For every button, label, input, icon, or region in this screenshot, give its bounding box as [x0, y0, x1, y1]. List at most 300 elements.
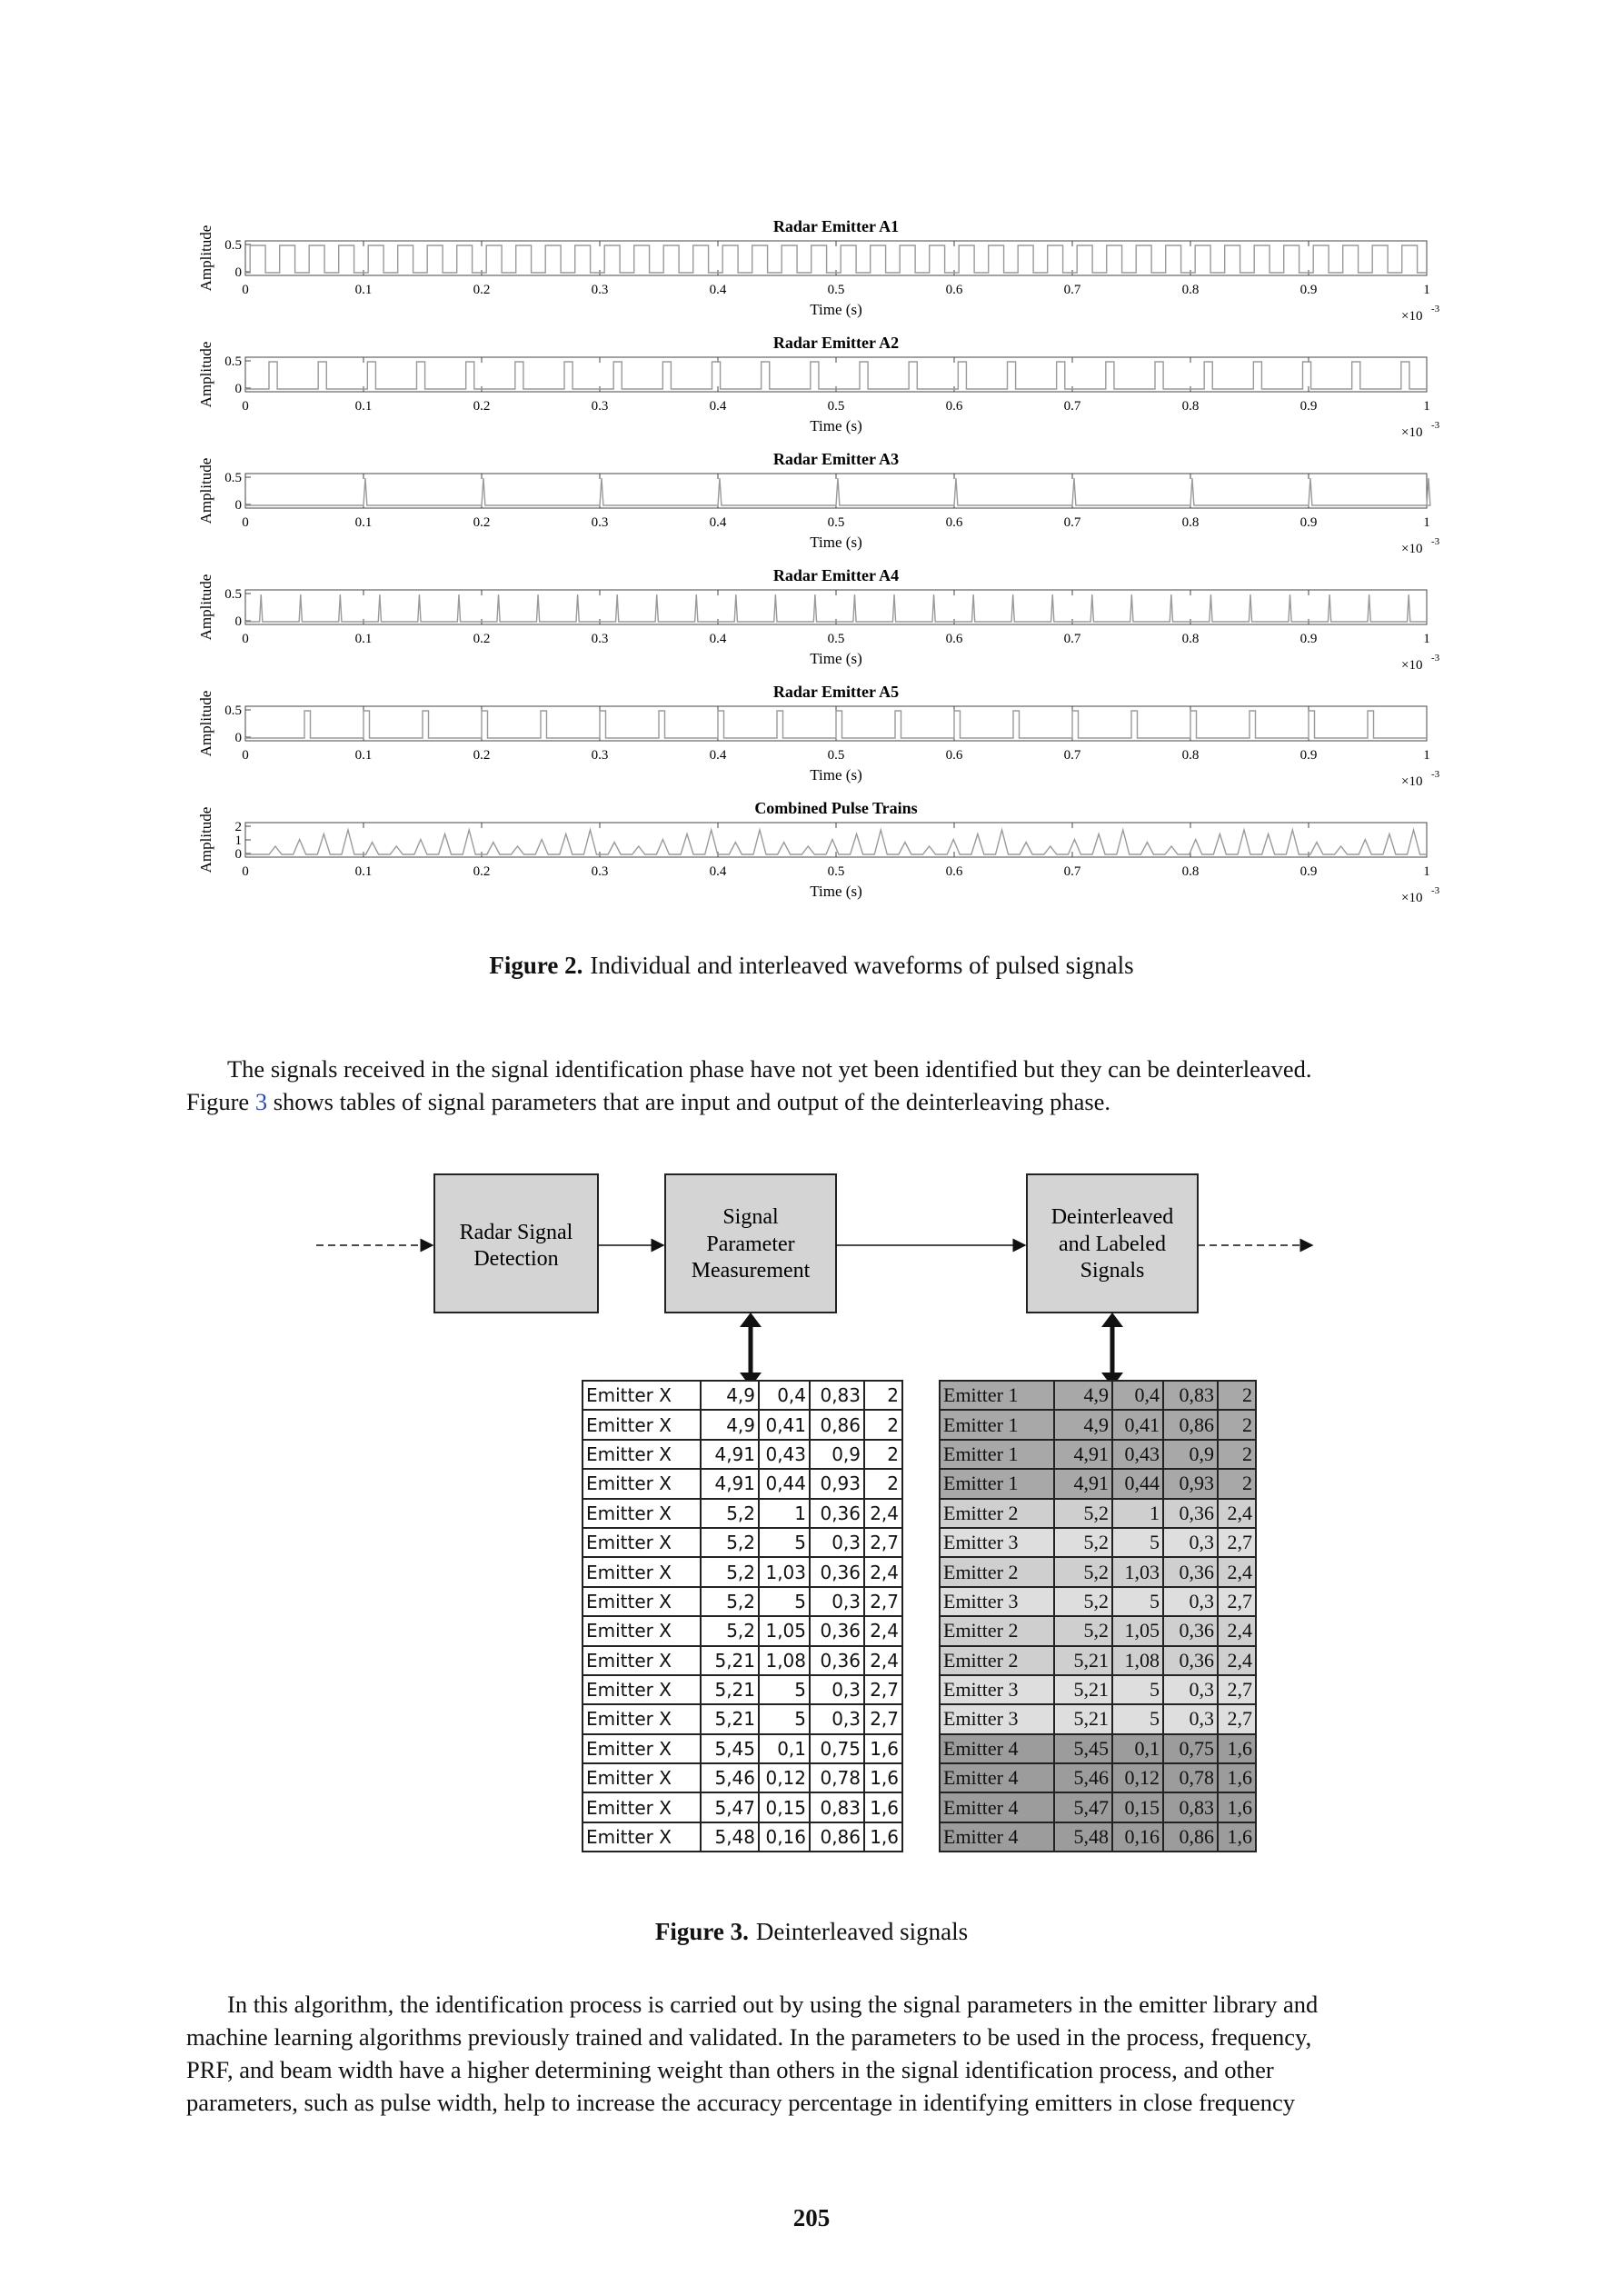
x-tick-label: 0.9: [1299, 632, 1318, 646]
x-scale-base: ×10: [1401, 425, 1423, 440]
measurement-table-double-arrow: [740, 1313, 762, 1386]
output-table-row: [940, 1763, 1256, 1792]
emitter-label-cell: Emitter X: [582, 1557, 701, 1586]
x-tick-label: 0.7: [1063, 399, 1081, 414]
y-tick-label: 0: [234, 382, 242, 396]
emitter-label-cell: Emitter X: [582, 1646, 701, 1675]
parameter-value-cell: 1,6: [864, 1763, 902, 1792]
x-scale-exponent: -3: [1431, 304, 1440, 314]
parameter-value-cell: 2,7: [864, 1587, 902, 1616]
waveform-trace: [245, 245, 1427, 273]
x-tick-label: 0.4: [709, 515, 727, 530]
parameter-value-cell: 2,7: [864, 1528, 902, 1557]
paragraph-2-line-2: machine learning algorithms previously trained and validated. In the parameters to be used in the process, frequency,: [186, 2023, 1312, 2051]
parameter-value-cell: 2,4: [1218, 1557, 1256, 1586]
x-tick-label: 1: [1423, 399, 1430, 414]
parameter-value-cell: 5,21: [701, 1675, 759, 1704]
x-tick-label: 0.6: [945, 399, 963, 414]
x-scale-base: ×10: [1401, 658, 1423, 673]
waveform-trace: [245, 478, 1430, 505]
emitter-label-cell: Emitter 4: [940, 1734, 1054, 1763]
panel-title: Radar Emitter A4: [772, 566, 900, 584]
x-tick-label: 0.6: [945, 283, 963, 297]
y-tick-label: 0.5: [224, 354, 242, 369]
emitter-label-cell: Emitter 1: [940, 1469, 1054, 1498]
emitter-label-cell: Emitter X: [582, 1469, 701, 1498]
parameter-value-cell: 2,4: [864, 1499, 902, 1528]
parameter-value-cell: 2: [864, 1440, 902, 1469]
x-tick-label: 0.5: [827, 283, 845, 297]
radar-signal-detection-box: [434, 1174, 598, 1313]
x-scale-exponent: -3: [1431, 653, 1440, 664]
emitter-label-cell: Emitter X: [582, 1822, 701, 1852]
parameter-value-cell: 0,86: [810, 1822, 864, 1852]
x-tick-label: 0.9: [1299, 399, 1318, 414]
output-table-row: [940, 1675, 1256, 1704]
input-table-row: [582, 1381, 902, 1410]
x-tick-label: 0.3: [591, 399, 609, 414]
parameter-value-cell: 1: [759, 1499, 810, 1528]
parameter-value-cell: 2,7: [1218, 1704, 1256, 1733]
panel-ylabel: Amplitude: [197, 806, 214, 873]
x-tick-label: 0: [242, 399, 249, 414]
parameter-value-cell: 2: [1218, 1410, 1256, 1439]
output-table-row: [940, 1616, 1256, 1645]
parameter-value-cell: 5: [1112, 1704, 1163, 1733]
output-table-row: [940, 1528, 1256, 1557]
parameter-value-cell: 5,2: [701, 1557, 759, 1586]
parameter-value-cell: 5: [759, 1528, 810, 1557]
parameter-value-cell: 5: [1112, 1587, 1163, 1616]
parameter-value-cell: 2,4: [864, 1557, 902, 1586]
emitter-label-cell: Emitter X: [582, 1616, 701, 1645]
signal-parameter-measurement-box: [665, 1174, 836, 1313]
emitter-label-cell: Emitter 3: [940, 1587, 1054, 1616]
parameter-value-cell: 2,7: [1218, 1587, 1256, 1616]
emitter-label-cell: Emitter 4: [940, 1763, 1054, 1792]
waveform-panel-5: [197, 683, 1440, 789]
emitter-label-cell: Emitter X: [582, 1792, 701, 1822]
box2-line3: Measurement: [691, 1259, 811, 1283]
parameter-value-cell: 0,41: [759, 1410, 810, 1439]
output-table-row: [940, 1587, 1256, 1616]
emitter-label-cell: Emitter X: [582, 1734, 701, 1763]
parameter-value-cell: 2: [864, 1381, 902, 1410]
emitter-label-cell: Emitter X: [582, 1587, 701, 1616]
parameter-value-cell: 2: [1218, 1381, 1256, 1410]
parameter-value-cell: 2,7: [864, 1704, 902, 1733]
parameter-value-cell: 0,86: [1163, 1822, 1218, 1852]
x-scale-exponent: -3: [1431, 420, 1440, 431]
waveform-panel-2: [197, 334, 1440, 440]
parameter-value-cell: 0,1: [759, 1734, 810, 1763]
x-tick-label: 0.3: [591, 864, 609, 879]
x-tick-label: 0.8: [1181, 632, 1200, 646]
x-tick-label: 0: [242, 632, 249, 646]
panel-xlabel: Time (s): [810, 301, 862, 318]
emitter-label-cell: Emitter X: [582, 1440, 701, 1469]
x-tick-label: 0.4: [709, 864, 727, 879]
parameter-value-cell: 5,45: [701, 1734, 759, 1763]
x-tick-label: 0: [242, 748, 249, 763]
parameter-value-cell: 0,3: [810, 1528, 864, 1557]
parameter-value-cell: 2,4: [1218, 1499, 1256, 1528]
output-table-row: [940, 1792, 1256, 1822]
parameter-value-cell: 0,3: [810, 1675, 864, 1704]
y-tick-label: 0.5: [224, 471, 242, 485]
parameter-value-cell: 0,75: [810, 1734, 864, 1763]
parameter-value-cell: 5,2: [1054, 1528, 1112, 1557]
input-table-row: [582, 1469, 902, 1498]
x-scale-base: ×10: [1401, 309, 1423, 324]
parameter-value-cell: 0,78: [1163, 1763, 1218, 1792]
parameter-value-cell: 2,7: [864, 1675, 902, 1704]
x-tick-label: 0.2: [473, 515, 491, 530]
x-tick-label: 0.2: [473, 632, 491, 646]
parameter-value-cell: 0,78: [810, 1763, 864, 1792]
input-table-row: [582, 1675, 902, 1704]
emitter-label-cell: Emitter 1: [940, 1381, 1054, 1410]
x-tick-label: 0.2: [473, 864, 491, 879]
parameter-value-cell: 1,6: [864, 1822, 902, 1852]
x-scale-exponent: -3: [1431, 885, 1440, 896]
box2-line2: Parameter: [706, 1233, 795, 1256]
parameter-value-cell: 1,08: [1112, 1646, 1163, 1675]
emitter-label-cell: Emitter 2: [940, 1499, 1054, 1528]
figure-2-caption-label: Figure 2.: [489, 952, 583, 979]
parameter-value-cell: 0,86: [810, 1410, 864, 1439]
parameter-value-cell: 5,45: [1054, 1734, 1112, 1763]
x-scale-exponent: -3: [1431, 769, 1440, 780]
emitter-label-cell: Emitter X: [582, 1528, 701, 1557]
paragraph-1-line-1: The signals received in the signal identification phase have not yet been identified but they can be deinterleaved.: [227, 1055, 1312, 1083]
parameter-value-cell: 1,6: [864, 1792, 902, 1822]
parameter-value-cell: 2: [864, 1410, 902, 1439]
parameter-value-cell: 1,6: [1218, 1822, 1256, 1852]
x-tick-label: 0.9: [1299, 748, 1318, 763]
parameter-value-cell: 5: [759, 1587, 810, 1616]
parameter-value-cell: 1,6: [1218, 1734, 1256, 1763]
parameter-value-cell: 5,2: [701, 1499, 759, 1528]
x-tick-label: 0.7: [1063, 748, 1081, 763]
x-tick-label: 0.5: [827, 748, 845, 763]
box1-line1: Radar Signal: [459, 1221, 573, 1244]
input-table-row: [582, 1499, 902, 1528]
y-tick-label: 0: [234, 731, 242, 745]
waveform-trace: [245, 594, 1427, 622]
input-table-row: [582, 1704, 902, 1733]
parameter-value-cell: 0,36: [810, 1557, 864, 1586]
waveform-panel-1: [197, 217, 1440, 324]
parameter-value-cell: 1,05: [1112, 1616, 1163, 1645]
x-scale-base: ×10: [1401, 891, 1423, 905]
parameter-value-cell: 0,86: [1163, 1410, 1218, 1439]
paragraph-1-line-2-post: shows tables of signal parameters that are input and output of the deinterleaving phase.: [267, 1088, 1111, 1115]
emitter-label-cell: Emitter 3: [940, 1528, 1054, 1557]
x-tick-label: 0.7: [1063, 283, 1081, 297]
parameter-value-cell: 5: [759, 1675, 810, 1704]
paragraph-2-line-3: PRF, and beam width have a higher determining weight than others in the signal identification process, and other: [186, 2056, 1274, 2083]
parameter-value-cell: 5,2: [1054, 1557, 1112, 1586]
panel-xlabel: Time (s): [810, 650, 862, 667]
parameter-value-cell: 2: [1218, 1469, 1256, 1498]
parameter-value-cell: 5,46: [701, 1763, 759, 1792]
parameter-value-cell: 4,9: [1054, 1381, 1112, 1410]
parameter-value-cell: 0,36: [1163, 1646, 1218, 1675]
output-table-row: [940, 1440, 1256, 1469]
x-tick-label: 0: [242, 864, 249, 879]
parameter-value-cell: 0,3: [810, 1704, 864, 1733]
panel-title: Radar Emitter A5: [772, 683, 900, 701]
x-tick-label: 0.8: [1181, 283, 1200, 297]
figure-3-caption-label: Figure 3.: [654, 1918, 749, 1945]
parameter-value-cell: 1,08: [759, 1646, 810, 1675]
x-tick-label: 0.3: [591, 748, 609, 763]
parameter-value-cell: 5,2: [1054, 1587, 1112, 1616]
parameter-value-cell: 0,93: [1163, 1469, 1218, 1498]
x-tick-label: 0.7: [1063, 864, 1081, 879]
y-tick-label: 1: [234, 834, 242, 848]
x-tick-label: 0.2: [473, 283, 491, 297]
waveform-panel-3: [197, 450, 1440, 556]
figure-2-caption: [0, 952, 1623, 980]
figure-3-caption-text: Deinterleaved signals: [755, 1918, 969, 1945]
x-tick-label: 0.3: [591, 515, 609, 530]
waveform-trace: [245, 711, 1427, 738]
x-tick-label: 0.2: [473, 748, 491, 763]
x-tick-label: 0.3: [591, 632, 609, 646]
waveform-panel-6: [197, 799, 1440, 905]
x-tick-label: 0.1: [354, 515, 373, 530]
emitter-label-cell: Emitter X: [582, 1381, 701, 1410]
x-tick-label: 0.5: [827, 632, 845, 646]
x-tick-label: 0.1: [354, 283, 373, 297]
paragraph-1-line-2-pre: Figure: [186, 1088, 255, 1115]
parameter-value-cell: 0,3: [1163, 1587, 1218, 1616]
parameter-value-cell: 4,9: [701, 1410, 759, 1439]
output-table-row: [940, 1410, 1256, 1439]
parameter-value-cell: 4,91: [1054, 1469, 1112, 1498]
deinterleaved-labeled-signals-box: [1027, 1174, 1198, 1313]
parameter-value-cell: 0,1: [1112, 1734, 1163, 1763]
x-tick-label: 0.1: [354, 748, 373, 763]
parameter-value-cell: 2,4: [864, 1616, 902, 1645]
y-tick-label: 0: [234, 265, 242, 280]
panel-title: Radar Emitter A2: [772, 334, 900, 352]
input-table-row: [582, 1763, 902, 1792]
parameter-value-cell: 0,15: [759, 1792, 810, 1822]
output-table-row: [940, 1469, 1256, 1498]
x-tick-label: 0.6: [945, 632, 963, 646]
parameter-value-cell: 2,4: [864, 1646, 902, 1675]
parameter-value-cell: 0,3: [1163, 1675, 1218, 1704]
x-tick-label: 0.7: [1063, 515, 1081, 530]
emitter-label-cell: Emitter 2: [940, 1646, 1054, 1675]
parameter-value-cell: 5,21: [1054, 1704, 1112, 1733]
input-table-row: [582, 1734, 902, 1763]
input-table-row: [582, 1792, 902, 1822]
parameter-value-cell: 2,7: [1218, 1675, 1256, 1704]
waveform-trace: [245, 830, 1427, 854]
x-tick-label: 0.4: [709, 283, 727, 297]
parameter-value-cell: 0,44: [759, 1469, 810, 1498]
x-tick-label: 0.4: [709, 399, 727, 414]
parameter-value-cell: 5: [759, 1704, 810, 1733]
parameter-value-cell: 5: [1112, 1675, 1163, 1704]
input-table-row: [582, 1528, 902, 1557]
y-tick-label: 0.5: [224, 238, 242, 253]
panel-title: Radar Emitter A3: [772, 450, 900, 468]
parameter-value-cell: 0,4: [1112, 1381, 1163, 1410]
emitter-label-cell: Emitter X: [582, 1704, 701, 1733]
parameter-value-cell: 5,48: [1054, 1822, 1112, 1852]
panel-xlabel: Time (s): [810, 766, 862, 784]
parameter-value-cell: 0,9: [1163, 1440, 1218, 1469]
emitter-label-cell: Emitter X: [582, 1410, 701, 1439]
paragraph-2: [186, 1988, 1451, 2119]
page-number: 205: [792, 2204, 831, 2231]
parameter-value-cell: 2,4: [1218, 1616, 1256, 1645]
x-tick-label: 0.2: [473, 399, 491, 414]
emitter-label-cell: Emitter 4: [940, 1792, 1054, 1822]
panel-ylabel: Amplitude: [197, 457, 214, 524]
input-table-row: [582, 1440, 902, 1469]
parameter-value-cell: 0,16: [1112, 1822, 1163, 1852]
parameter-value-cell: 0,36: [1163, 1499, 1218, 1528]
parameter-value-cell: 0,43: [1112, 1440, 1163, 1469]
emitter-label-cell: Emitter X: [582, 1675, 701, 1704]
paragraph-1: [186, 1053, 1451, 1118]
x-tick-label: 0.8: [1181, 515, 1200, 530]
parameter-value-cell: 0,83: [1163, 1381, 1218, 1410]
x-tick-label: 0: [242, 515, 249, 530]
parameter-value-cell: 0,36: [810, 1646, 864, 1675]
panel-xlabel: Time (s): [810, 883, 862, 900]
parameter-value-cell: 0,44: [1112, 1469, 1163, 1498]
x-tick-label: 0.8: [1181, 864, 1200, 879]
input-table-row: [582, 1557, 902, 1586]
panel-title: Radar Emitter A1: [772, 217, 900, 235]
x-tick-label: 1: [1423, 283, 1430, 297]
parameter-value-cell: 5,21: [1054, 1646, 1112, 1675]
x-tick-label: 0.3: [591, 283, 609, 297]
output-table-row: [940, 1557, 1256, 1586]
x-tick-label: 0.8: [1181, 399, 1200, 414]
y-tick-label: 0.5: [224, 704, 242, 718]
parameter-value-cell: 0,4: [759, 1381, 810, 1410]
parameter-value-cell: 0,3: [1163, 1528, 1218, 1557]
parameter-value-cell: 0,36: [810, 1616, 864, 1645]
waveform-panel-4: [197, 566, 1440, 673]
x-tick-label: 0.6: [945, 515, 963, 530]
x-tick-label: 0.5: [827, 864, 845, 879]
emitter-label-cell: Emitter 2: [940, 1557, 1054, 1586]
waveform-trace: [245, 362, 1427, 389]
parameter-value-cell: 0,3: [810, 1587, 864, 1616]
parameter-value-cell: 1,03: [759, 1557, 810, 1586]
parameter-value-cell: 0,9: [810, 1440, 864, 1469]
input-table-row: [582, 1587, 902, 1616]
parameter-value-cell: 0,36: [810, 1499, 864, 1528]
deinterleaved-table-double-arrow: [1101, 1313, 1123, 1386]
parameter-value-cell: 1,6: [1218, 1792, 1256, 1822]
x-tick-label: 0.6: [945, 748, 963, 763]
parameter-value-cell: 0,43: [759, 1440, 810, 1469]
figure-3-reference-link[interactable]: 3: [254, 1088, 268, 1115]
x-tick-label: 0.4: [709, 748, 727, 763]
parameter-value-cell: 0,3: [1163, 1704, 1218, 1733]
box3-line3: Signals: [1080, 1259, 1145, 1283]
x-tick-label: 0.7: [1063, 632, 1081, 646]
x-tick-label: 1: [1423, 748, 1430, 763]
parameter-value-cell: 4,9: [1054, 1410, 1112, 1439]
parameter-value-cell: 5,46: [1054, 1763, 1112, 1792]
x-tick-label: 0.9: [1299, 864, 1318, 879]
parameter-value-cell: 0,41: [1112, 1410, 1163, 1439]
parameter-value-cell: 2,4: [1218, 1646, 1256, 1675]
emitter-label-cell: Emitter 3: [940, 1704, 1054, 1733]
parameter-value-cell: 5,2: [701, 1616, 759, 1645]
emitter-label-cell: Emitter 2: [940, 1616, 1054, 1645]
x-tick-label: 1: [1423, 632, 1430, 646]
paragraph-2-line-1: In this algorithm, the identification process is carried out by using the signal parameters in the emitter library and: [227, 1991, 1319, 2018]
input-table-row: [582, 1646, 902, 1675]
output-table-row: [940, 1646, 1256, 1675]
parameter-value-cell: 5,47: [1054, 1792, 1112, 1822]
deinterleaved-signal-table: [939, 1380, 1257, 1852]
figure-3-block-diagram: [309, 1163, 1327, 1386]
parameter-value-cell: 0,36: [1163, 1616, 1218, 1645]
parameter-value-cell: 0,12: [759, 1763, 810, 1792]
x-scale-base: ×10: [1401, 542, 1423, 556]
emitter-label-cell: Emitter 1: [940, 1410, 1054, 1439]
parameter-value-cell: 1,6: [1218, 1763, 1256, 1792]
y-tick-label: 2: [234, 820, 242, 834]
panel-ylabel: Amplitude: [197, 574, 214, 641]
y-tick-label: 0: [234, 498, 242, 513]
panel-xlabel: Time (s): [810, 417, 862, 434]
parameter-value-cell: 1: [1112, 1499, 1163, 1528]
input-table-row: [582, 1822, 902, 1852]
y-tick-label: 0: [234, 614, 242, 629]
panel-ylabel: Amplitude: [197, 341, 214, 408]
parameter-value-cell: 4,9: [701, 1381, 759, 1410]
parameter-value-cell: 0,16: [759, 1822, 810, 1852]
parameter-value-cell: 5,21: [1054, 1675, 1112, 1704]
parameter-value-cell: 1,03: [1112, 1557, 1163, 1586]
parameter-value-cell: 0,93: [810, 1469, 864, 1498]
parameter-value-cell: 4,91: [701, 1469, 759, 1498]
parameter-value-cell: 0,83: [810, 1381, 864, 1410]
emitter-label-cell: Emitter 1: [940, 1440, 1054, 1469]
parameter-value-cell: 5,2: [1054, 1499, 1112, 1528]
x-tick-label: 0.5: [827, 399, 845, 414]
parameter-value-cell: 0,12: [1112, 1763, 1163, 1792]
figure-3-caption: [0, 1918, 1623, 1946]
parameter-value-cell: 0,36: [1163, 1557, 1218, 1586]
input-signal-parameter-table: [582, 1380, 903, 1852]
output-table-row: [940, 1822, 1256, 1852]
figure-2-waveforms: [191, 214, 1463, 941]
parameter-value-cell: 0,83: [810, 1792, 864, 1822]
figure-2-caption-text: Individual and interleaved waveforms of pulsed signals: [590, 952, 1134, 979]
parameter-value-cell: 5,21: [701, 1704, 759, 1733]
x-tick-label: 0: [242, 283, 249, 297]
parameter-value-cell: 1,05: [759, 1616, 810, 1645]
input-table-row: [582, 1616, 902, 1645]
panel-ylabel: Amplitude: [197, 225, 214, 292]
x-tick-label: 0.5: [827, 515, 845, 530]
